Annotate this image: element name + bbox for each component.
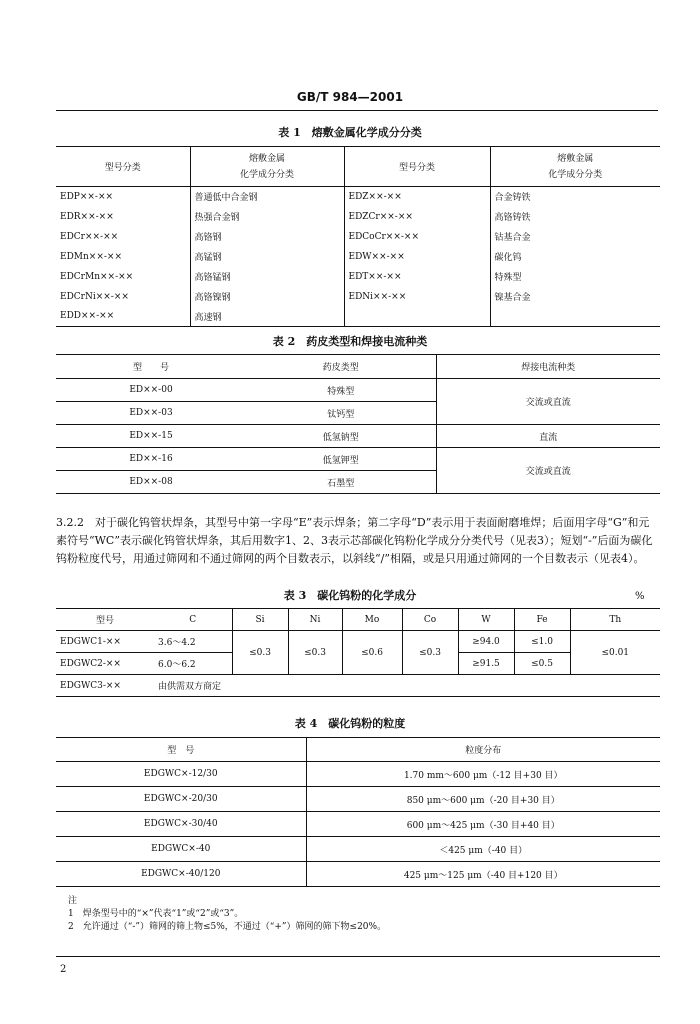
table-row	[56, 207, 660, 227]
table4	[56, 737, 660, 957]
table4-notes-row	[56, 887, 660, 957]
table-row	[56, 267, 660, 287]
table-row	[56, 187, 660, 207]
t3-fe: ≤0.5	[514, 653, 570, 675]
table2	[56, 354, 660, 494]
t2-head-current: 焊接电流种类	[436, 355, 660, 379]
table2-caption: 表 2 药皮类型和焊接电流种类	[272, 335, 428, 348]
t3-head-mo: Mo	[342, 609, 402, 631]
t3-w: ≥91.5	[458, 653, 514, 675]
t1-cell	[344, 307, 490, 327]
t1-cell: 高速钢	[190, 307, 344, 327]
t3-head-ni: Ni	[288, 609, 342, 631]
t1-cell: EDR××-××	[60, 211, 114, 222]
t1-cell: EDD××-××	[60, 311, 115, 322]
t3-w: ≥94.0	[458, 631, 514, 653]
page-number: 2	[60, 964, 67, 975]
table-row	[56, 862, 660, 887]
table-row	[56, 812, 660, 837]
paragraph-3-2-2: 3.2.2 对于碳化钨管状焊条，其型号中第一字母“E”表示焊条；第二字母“D”表示用于表面耐磨堆焊；后面用字母“G”和元素符号“WC”表示碳化钨管状焊条，其后用数字1、2、3表示芯部碳化钨粉化学成分分类代号（见表3）；短划“-”后面为碳化钨粉粒度代号，用通过筛网和不通过筛网的两个目数表示，以斜线“/”相隔，或是只用通过筛网的一个目数表示（见表4）。	[56, 516, 653, 565]
t3-head-model: 型号	[95, 616, 114, 626]
t1-cell: EDCrMn××-××	[60, 271, 134, 282]
t3-ni: ≤0.3	[288, 631, 342, 675]
table-row	[56, 837, 660, 862]
t1-cell: 高铬铸铁	[490, 207, 660, 227]
t3-negotiated: 由供需双方商定	[158, 682, 222, 692]
t3-fe: ≤1.0	[514, 631, 570, 653]
table-row	[56, 675, 660, 697]
table4-header-row	[56, 738, 660, 762]
t2-model: ED××-00	[129, 385, 173, 395]
t4-model: EDGWC×-20/30	[143, 794, 218, 804]
t2-current: 交流或直流	[436, 379, 660, 425]
t3-th: ≤0.01	[570, 631, 660, 675]
t3-si: ≤0.3	[232, 631, 288, 675]
t1-head-chem-1: 熔敷金属 化学成分分类	[190, 147, 344, 187]
t1-cell: EDCoCr××-××	[344, 227, 490, 247]
t3-head-si: Si	[232, 609, 288, 631]
t2-current: 直流	[436, 425, 660, 448]
table2-header-row	[56, 355, 660, 379]
t1-cell: 高铬锰钢	[190, 267, 344, 287]
t2-model: ED××-08	[129, 477, 173, 487]
t1-cell: 高铬镍钢	[190, 287, 344, 307]
table1-header-row	[56, 147, 660, 187]
t1-cell: EDNi××-××	[344, 287, 490, 307]
table3-unit: %	[635, 591, 645, 602]
table1-caption: 表 1 熔敷金属化学成分分类	[278, 126, 422, 139]
t4-size: 1.70 mm～600 μm（-12 目+30 目）	[306, 762, 660, 787]
t2-head-coating: 药皮类型	[322, 363, 359, 373]
table3-header-row	[56, 609, 660, 631]
t1-cell: EDCrNi××-××	[60, 291, 129, 302]
t3-head-th: Th	[570, 609, 660, 631]
t1-cell: 镍基合金	[490, 287, 660, 307]
t1-cell: 普通低中合金钢	[190, 187, 344, 207]
t3-head-c: C	[189, 614, 197, 625]
table4-caption: 表 4 碳化钨粉的粒度	[294, 717, 406, 730]
t1-head-chem-2: 熔敷金属 化学成分分类	[490, 147, 660, 187]
t3-head-w: W	[458, 609, 514, 631]
table-row	[56, 227, 660, 247]
table-row	[56, 247, 660, 267]
t4-head-model: 型 号	[167, 746, 195, 756]
t1-cell: 合金铸铁	[490, 187, 660, 207]
t3-model: EDGWC2-××	[60, 658, 121, 669]
t1-cell: EDZ××-××	[344, 187, 490, 207]
t2-head-model: 型 号	[132, 363, 169, 373]
note-item: 2 允许通过（“-”）筛网的筛上物≤5%，不通过（“+”）筛网的筛下物≤20%。	[68, 922, 387, 932]
t3-c: 3.6～4.2	[158, 638, 196, 648]
t1-cell	[490, 307, 660, 327]
note-title: 注	[68, 896, 78, 906]
t2-coating: 石墨型	[327, 478, 355, 489]
t1-cell: EDW××-××	[344, 247, 490, 267]
t4-size: 425 μm～125 μm（-40 目+120 目）	[306, 862, 660, 887]
t2-current: 交流或直流	[436, 448, 660, 494]
t2-coating: 低氢钾型	[322, 455, 359, 466]
t2-coating: 特殊型	[327, 386, 355, 397]
table-row	[56, 425, 660, 448]
table4-notes	[56, 887, 660, 957]
t4-size: 600 μm～425 μm（-30 目+40 目）	[306, 812, 660, 837]
t4-model: EDGWC×-30/40	[143, 819, 218, 829]
t1-cell: 特殊型	[490, 267, 660, 287]
t1-cell: 钴基合金	[490, 227, 660, 247]
table1	[56, 146, 660, 327]
t1-cell: EDZCr××-××	[344, 207, 490, 227]
t3-co: ≤0.3	[402, 631, 458, 675]
table-row	[56, 787, 660, 812]
t4-model: EDGWC×-40/120	[141, 869, 221, 879]
t4-head-size: 粒度分布	[306, 738, 660, 762]
t3-mo: ≤0.6	[342, 631, 402, 675]
table-row	[56, 448, 660, 471]
t2-model: ED××-15	[129, 431, 173, 441]
table3-caption: 表 3 碳化钨粉的化学成分	[283, 589, 417, 602]
t3-head-co: Co	[402, 609, 458, 631]
t1-head-model-1: 型号分类	[104, 163, 141, 173]
t3-c: 6.0～6.2	[158, 660, 196, 670]
t4-model: EDGWC×-12/30	[143, 769, 218, 779]
header-rule	[56, 110, 658, 111]
t1-cell: EDT××-××	[344, 267, 490, 287]
table3	[56, 608, 660, 697]
table-row	[56, 631, 660, 653]
table-row	[56, 307, 660, 327]
t2-coating: 低氢钠型	[322, 432, 359, 443]
t2-model: ED××-16	[129, 454, 173, 464]
t1-cell: 热强合金钢	[190, 207, 344, 227]
t2-model: ED××-03	[129, 408, 173, 418]
t1-cell: EDMn××-××	[60, 251, 123, 262]
t4-size: ＜425 μm（-40 目）	[306, 837, 660, 862]
page-header: GB/T 984—2001	[296, 90, 404, 104]
t4-model: EDGWC×-40	[151, 844, 211, 854]
t3-model: EDGWC1-××	[60, 636, 121, 647]
t4-size: 850 μm～600 μm（-20 目+30 目）	[306, 787, 660, 812]
t3-head-fe: Fe	[514, 609, 570, 631]
t1-cell: EDP××-××	[60, 191, 114, 202]
table-row	[56, 287, 660, 307]
table-row	[56, 379, 660, 402]
t1-cell: EDCr××-××	[60, 231, 119, 242]
t1-head-model-2: 型号分类	[344, 147, 490, 187]
table-row	[56, 762, 660, 787]
t1-cell: 碳化钨	[490, 247, 660, 267]
t1-cell: 高铬钢	[190, 227, 344, 247]
t3-model: EDGWC3-××	[60, 680, 121, 691]
note-item: 1 焊条型号中的“×”代表“1”或“2”或“3”。	[68, 909, 244, 919]
t1-cell: 高锰钢	[190, 247, 344, 267]
t2-coating: 钛钙型	[327, 409, 355, 420]
